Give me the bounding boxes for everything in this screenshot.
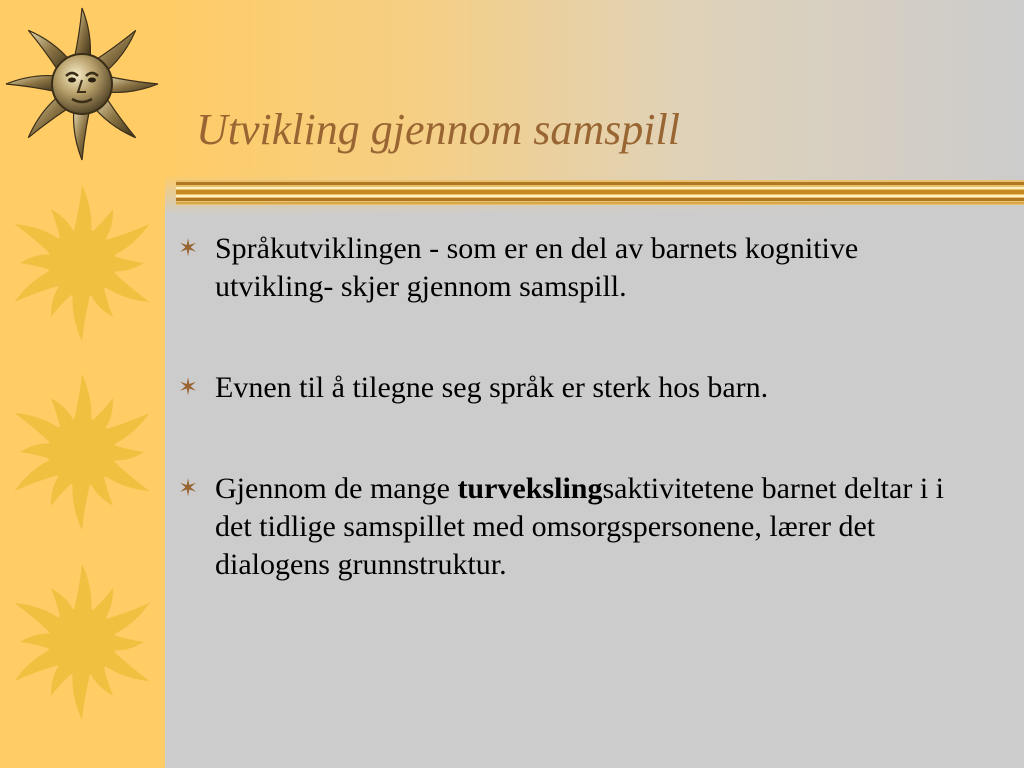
- sun-ray: [72, 291, 91, 341]
- metallic-sun-face-icon: [2, 4, 162, 164]
- slide-title: Utvikling gjennom samspill: [196, 105, 680, 154]
- star-bullet-icon: ✶: [178, 375, 199, 401]
- sun-ray: [73, 564, 92, 614]
- list-item: [178, 230, 968, 306]
- sun-icon: [2, 562, 162, 722]
- sun-ray: [74, 108, 90, 160]
- star-bullet-icon: ✶: [178, 476, 199, 502]
- bullet-text: Evnen til å tilegne seg språk er sterk hos barn.: [215, 371, 769, 404]
- sun-ray: [74, 8, 90, 60]
- bullet-text-end: saktivitetene barnet deltar i i det tidlige samspillet med omsorgspersonene, lærer det dialogens grunnstruktur.: [215, 472, 944, 581]
- sun-ray: [73, 185, 92, 235]
- star-bullet-icon: ✶: [178, 236, 199, 262]
- sun-ray: [73, 374, 92, 424]
- sun-ray: [106, 76, 158, 92]
- list-item: [178, 369, 968, 407]
- list-item: [178, 470, 968, 584]
- sun-icon: [2, 183, 162, 343]
- sun-icon: [2, 372, 162, 532]
- bullet-list: [178, 230, 968, 584]
- bullet-text-start: Gjennom de mange: [215, 472, 458, 505]
- title-divider: [176, 180, 1024, 205]
- sidebar: [0, 0, 165, 768]
- sun-ray: [72, 480, 91, 530]
- sun-ray: [6, 76, 58, 92]
- bullet-bold-term: turveksling: [457, 472, 603, 505]
- sun-ray: [72, 670, 91, 720]
- bullet-text: Språkutviklingen - som er en del av barnets kognitive utvikling- skjer gjennom samspill.: [215, 232, 859, 303]
